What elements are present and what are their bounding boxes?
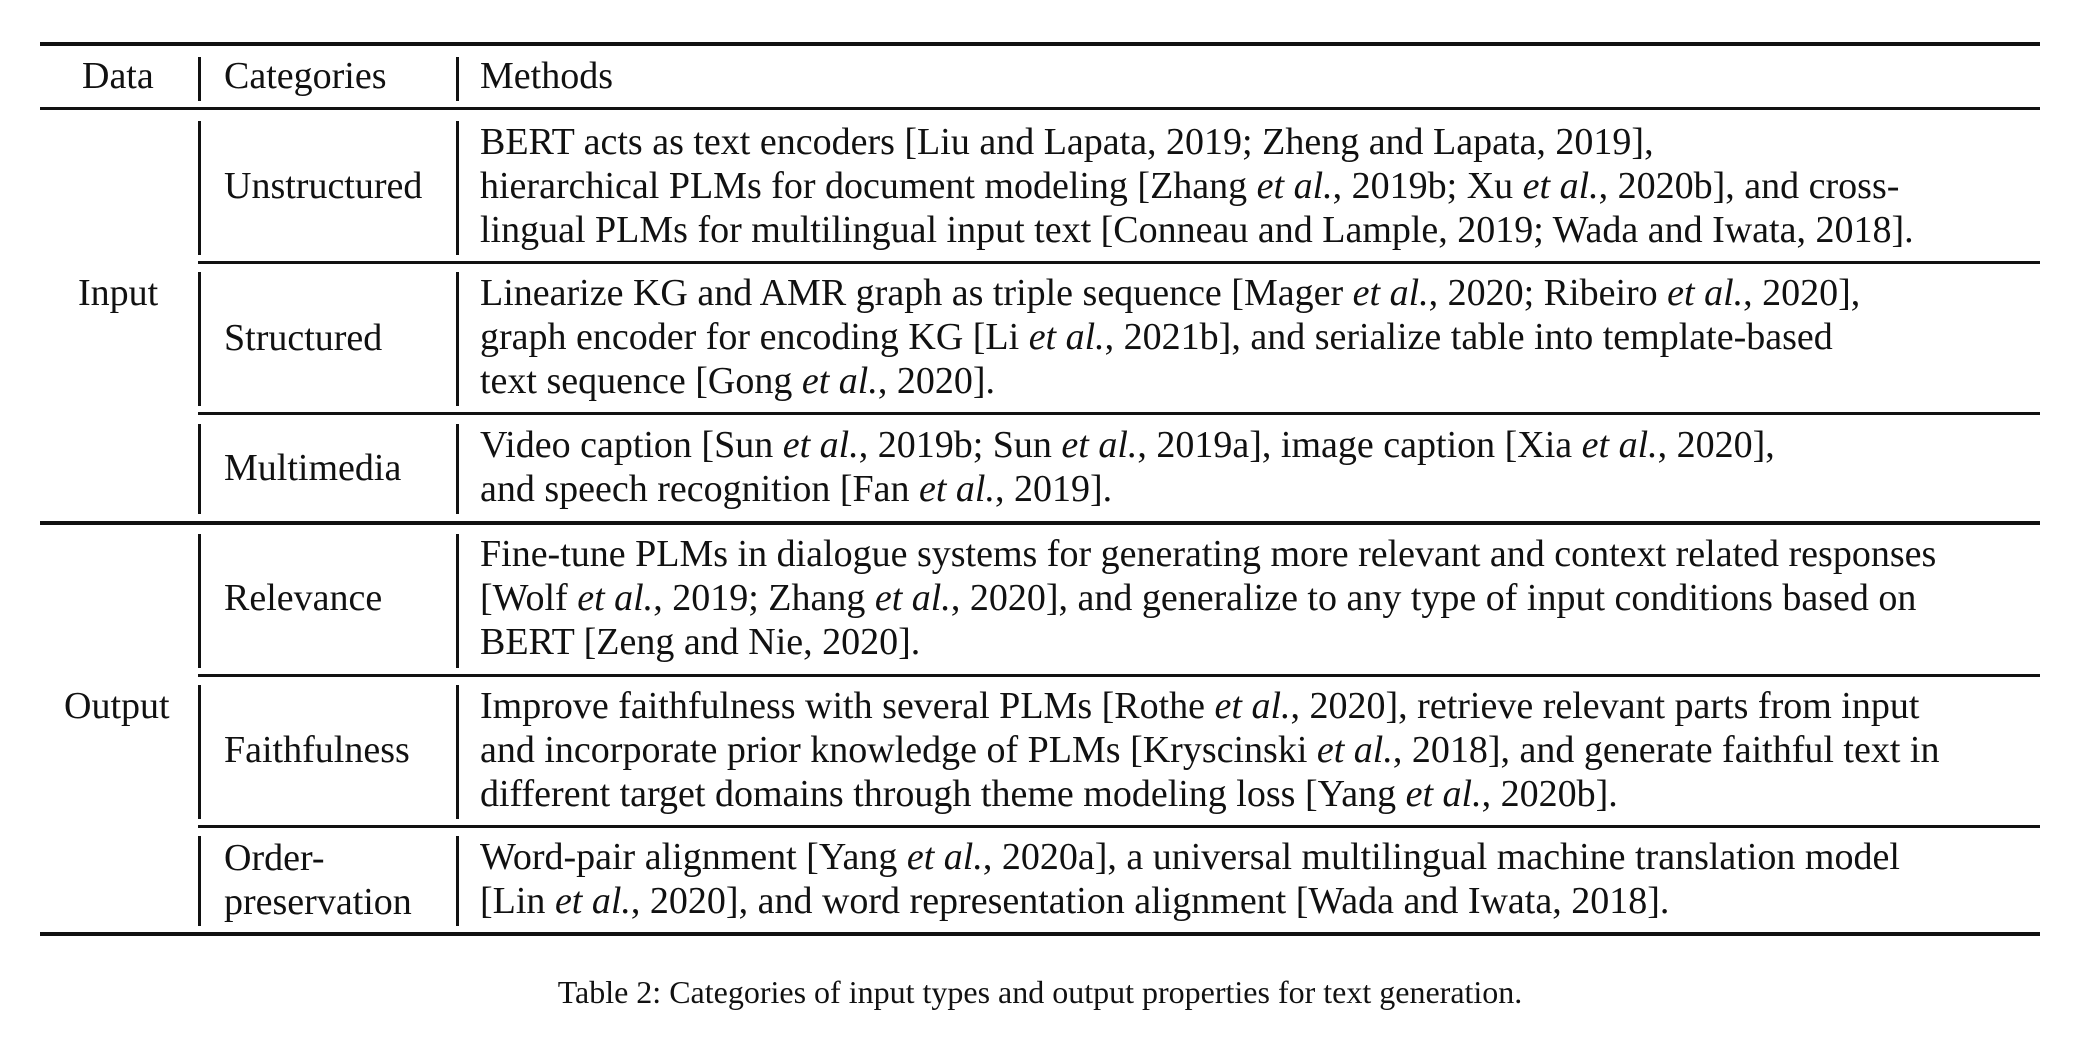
row-divider [198,836,201,926]
text-run: , 2020b], and cross- [1598,165,1900,207]
text-run: , 2019; Zhang [653,577,875,619]
row-divider [456,534,459,668]
category-order-preservation: Order- preservation [224,837,412,923]
row-divider [198,121,201,255]
italic-run: et al. [874,577,951,619]
methods-line [480,576,1936,620]
methods-line [480,772,1939,816]
text-run: , 2020], and word representation alignment [Wada and Iwata, 2018]. [630,880,1670,922]
row-divider [456,121,459,255]
header-methods: Methods [480,55,613,97]
methods-line [480,208,1914,252]
text-run: , 2019b; Xu [1332,165,1523,207]
text-run: lingual PLMs for multilingual input text [Conneau and Lample, 2019; Wada and Iwata, 2018]. [480,209,1914,251]
text-run: , 2020b]. [1481,773,1618,815]
italic-run: et al. [1214,685,1291,727]
methods-line [480,532,1936,576]
text-run: , 2018], and generate faithful text in [1392,729,1940,771]
text-run: [Lin [480,880,555,922]
text-run: text sequence [Gong [480,360,802,402]
methods-faithfulness [480,684,1939,816]
methods-structured [480,271,1860,403]
italic-run: et al. [1028,316,1105,358]
row-divider [456,272,459,406]
category-structured: Structured [224,317,383,359]
methods-unstructured [480,120,1914,252]
group-output-label: Output [64,685,170,727]
text-run: , 2021b], and serialize table into template-based [1104,316,1833,358]
text-run: BERT acts as text encoders [Liu and Lapata, 2019; Zheng and Lapata, 2019], [480,121,1654,163]
row-separator [198,674,2040,677]
row-separator [198,261,2040,264]
italic-run: et al. [1061,424,1138,466]
row-separator [198,825,2040,828]
table-caption: Table 2: Categories of input types and output properties for text generation. [557,974,1523,1010]
methods-line [480,684,1939,728]
text-run: Fine-tune PLMs in dialogue systems for generating more relevant and context related responses [480,533,1937,575]
text-run: [Wolf [480,577,578,619]
text-run: Word-pair alignment [Yang [480,836,907,878]
italic-run: et al. [1352,272,1429,314]
top-rule [40,42,2040,46]
text-run: , 2020], and generalize to any type of input conditions based on [950,577,1917,619]
methods-line [480,271,1860,315]
italic-run: et al. [1405,773,1482,815]
italic-run: et al. [782,424,859,466]
italic-run: et al. [1316,729,1393,771]
methods-order-preservation [480,835,1900,923]
header-data: Data [82,55,154,97]
category-relevance: Relevance [224,577,383,619]
text-run: hierarchical PLMs for document modeling [Zhang [480,165,1257,207]
row-divider [198,272,201,406]
text-run: , 2019b; Sun [858,424,1062,466]
methods-line [480,620,1936,664]
category-faithfulness: Faithfulness [224,729,410,771]
row-divider [456,424,459,514]
italic-run: et al. [577,577,654,619]
row-separator [198,412,2040,415]
text-run: , 2020; Ribeiro [1428,272,1668,314]
italic-run: et al. [906,836,983,878]
text-run: , 2020], [1743,272,1861,314]
text-run: , 2019a], image caption [Xia [1137,424,1582,466]
header-divider [198,57,201,101]
row-divider [198,685,201,819]
text-run: , 2020], retrieve relevant parts from input [1290,685,1920,727]
text-run: different target domains through theme modeling loss [Yang [480,773,1406,815]
italic-run: et al. [801,360,878,402]
text-run: , 2020]. [877,360,995,402]
header-categories: Categories [224,55,387,97]
row-divider [456,685,459,819]
methods-line [480,315,1860,359]
text-run: and speech recognition [Fan [480,468,919,510]
header-divider [456,57,459,101]
row-divider [198,534,201,668]
text-run: Improve faithfulness with several PLMs [Rothe [480,685,1215,727]
italic-run: et al. [1667,272,1744,314]
methods-line [480,467,1775,511]
bottom-rule [40,932,2040,936]
methods-multimedia [480,423,1775,511]
text-run: Video caption [Sun [480,424,783,466]
category-multimedia: Multimedia [224,447,402,489]
text-run: Linearize KG and AMR graph as triple sequence [Mager [480,272,1353,314]
methods-line [480,835,1900,879]
italic-run: et al. [1581,424,1658,466]
italic-run: et al. [1256,165,1333,207]
methods-relevance [480,532,1936,664]
italic-run: et al. [1522,165,1599,207]
methods-line [480,879,1900,923]
methods-line [480,423,1775,467]
text-run: , 2020a], a universal multilingual machine translation model [982,836,1900,878]
italic-run: et al. [918,468,995,510]
text-run: , 2019]. [994,468,1113,510]
text-run: BERT [Zeng and Nie, 2020]. [480,621,921,663]
header-rule [40,107,2040,110]
text-run: and incorporate prior knowledge of PLMs [Kryscinski [480,729,1317,771]
group-separator-rule [40,521,2040,525]
row-divider [198,424,201,514]
methods-line [480,120,1914,164]
methods-line [480,164,1914,208]
category-unstructured: Unstructured [224,165,423,207]
italic-run: et al. [554,880,631,922]
group-input-label: Input [78,272,159,314]
methods-line [480,359,1860,403]
methods-line [480,728,1939,772]
row-divider [456,836,459,926]
text-run: graph encoder for encoding KG [Li [480,316,1029,358]
text-run: , 2020], [1657,424,1775,466]
